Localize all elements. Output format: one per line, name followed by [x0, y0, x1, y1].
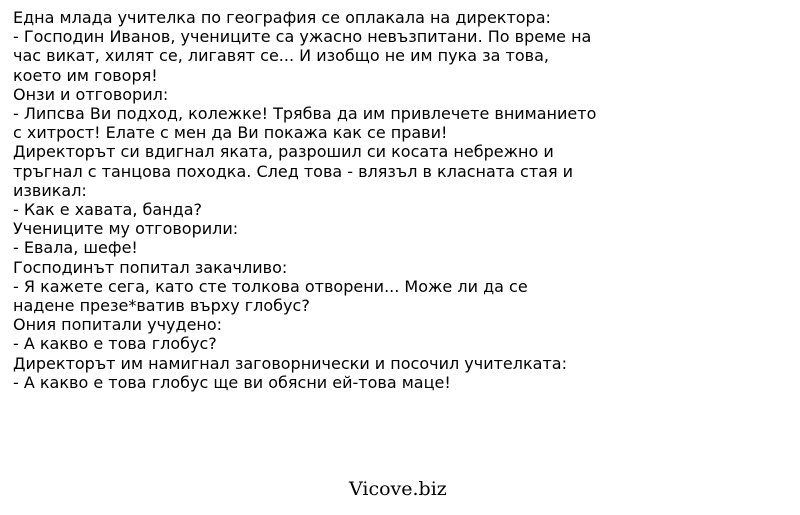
joke-line: Една млада учителка по география се оплакала на директора: — [13, 8, 551, 27]
joke-line: - Липсва Ви подход, колежке! Трябва да им привлечете вниманието — [13, 104, 597, 124]
joke-line: - А какво е това глобус ще ви обясни ей-това маце! — [13, 372, 451, 392]
joke-text — [13, 8, 793, 392]
joke-line: Директорът си вдигнал яката, разрошил си косата небрежно и — [13, 142, 554, 162]
joke-line: час викат, хилят се, лигавят се... И изобщо не им пука за това, — [13, 46, 549, 66]
joke-line: - Евала, шефе! — [13, 238, 138, 258]
joke-line: - Как е хавата, банда? — [13, 200, 202, 220]
joke-line: Директорът им намигнал заговорнически и посочил учителката: — [13, 353, 567, 373]
site-watermark: Vicove.biz — [349, 478, 447, 500]
joke-line: Онзи и отговорил: — [13, 84, 169, 104]
joke-line: - А какво е това глобус? — [13, 334, 217, 354]
joke-line: Ония попитали учудено: — [13, 315, 223, 335]
joke-line: надене презе*ватив върху глобус? — [13, 296, 310, 316]
joke-line: което им говоря! — [13, 65, 158, 85]
joke-line: Учениците му отговорили: — [13, 219, 239, 239]
joke-line: извикал: — [13, 180, 87, 200]
joke-line: - Я кажете сега, като сте толкова отворени... Може ли да се — [13, 276, 528, 296]
joke-line: - Господин Иванов, учениците са ужасно невъзпитани. По време на — [13, 27, 592, 47]
joke-line: с хитрост! Елате с мен да Ви покажа как се прави! — [13, 123, 448, 143]
joke-line: тръгнал с танцова походка. След това - влязъл в класната стая и — [13, 161, 574, 181]
joke-line: Господинът попитал закачливо: — [13, 257, 288, 277]
